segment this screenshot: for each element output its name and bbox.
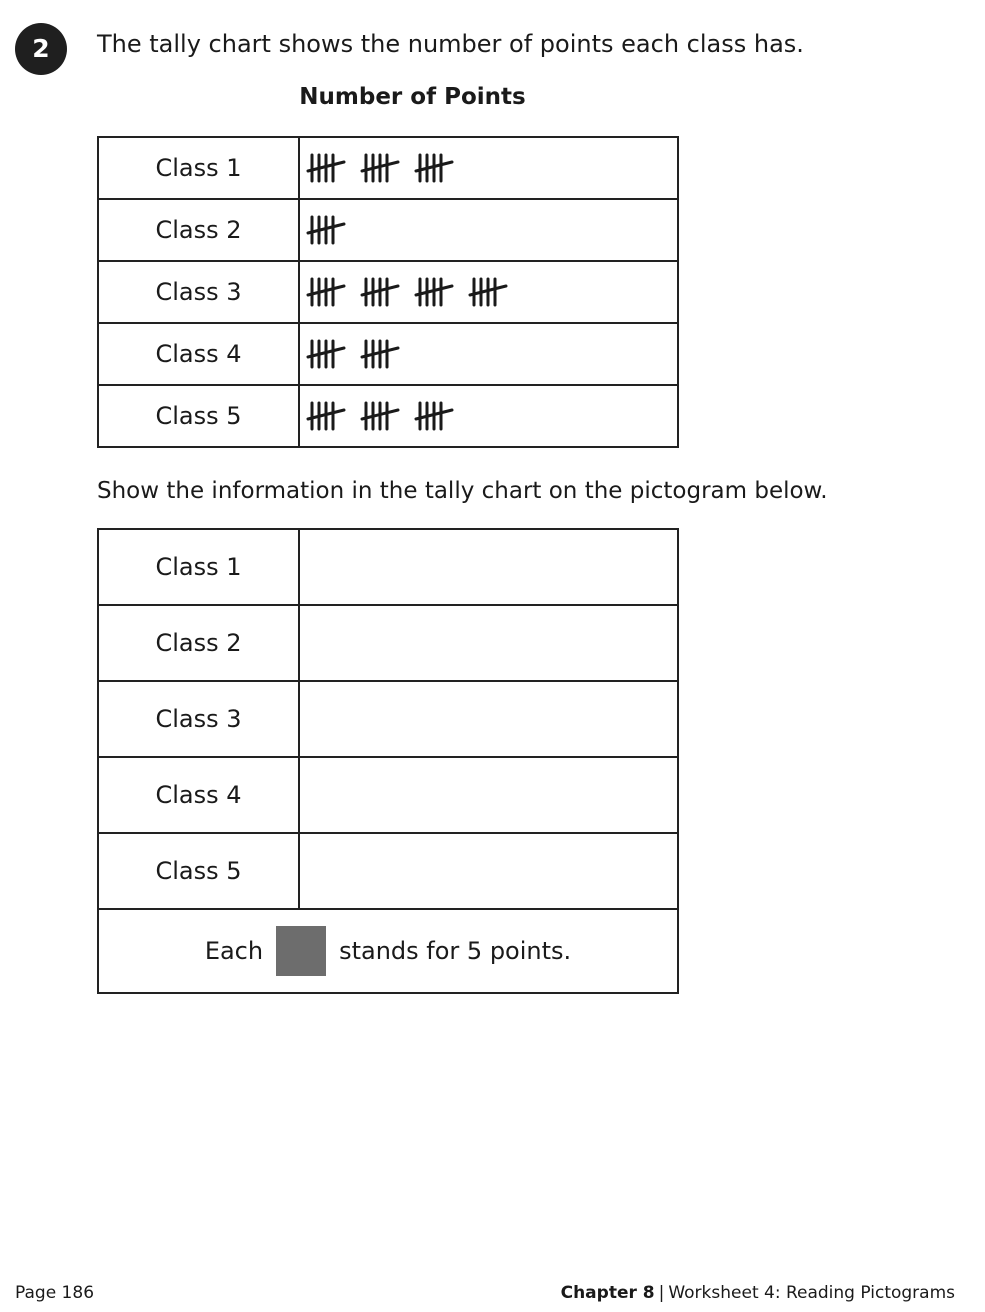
tally-group-icon [306, 275, 348, 309]
tally-group-icon [360, 337, 402, 371]
chapter-label: Chapter 8 [560, 1283, 655, 1303]
pictogram-answer-cell[interactable] [299, 529, 678, 605]
key-each-text: Each [204, 937, 264, 965]
pictogram-key [98, 909, 678, 993]
tally-group-icon [306, 213, 348, 247]
pictogram-table [97, 528, 679, 994]
tally-group-icon [414, 151, 456, 185]
tally-row [98, 261, 678, 323]
question-intro: The tally chart shows the number of points each class has. [97, 30, 804, 58]
chapter-footer [561, 1283, 955, 1303]
pictogram-row [98, 681, 678, 757]
tally-chart-table [97, 136, 679, 448]
tally-row [98, 385, 678, 447]
tally-group-icon [360, 275, 402, 309]
tally-marks [306, 213, 677, 247]
page-number: Page 186 [15, 1283, 95, 1303]
tally-row [98, 199, 678, 261]
pictogram-row-label: Class 4 [98, 757, 299, 833]
pictogram-answer-cell[interactable] [299, 681, 678, 757]
tally-row [98, 323, 678, 385]
footer-separator: | [658, 1283, 665, 1303]
key-square-icon [276, 926, 326, 976]
key-value-text: stands for 5 points. [339, 937, 572, 965]
tally-group-icon [306, 337, 348, 371]
pictogram-row [98, 833, 678, 909]
tally-row-label: Class 4 [98, 323, 299, 385]
tally-marks [306, 337, 677, 371]
pictogram-row-label: Class 3 [98, 681, 299, 757]
worksheet-title: Worksheet 4: Reading Pictograms [668, 1283, 955, 1303]
tally-group-icon [306, 151, 348, 185]
tally-marks-cell [299, 323, 678, 385]
tally-group-icon [360, 399, 402, 433]
tally-marks-cell [299, 385, 678, 447]
pictogram-row-label: Class 1 [98, 529, 299, 605]
pictogram-answer-cell[interactable] [299, 833, 678, 909]
pictogram-row [98, 529, 678, 605]
tally-group-icon [306, 399, 348, 433]
tally-row-label: Class 2 [98, 199, 299, 261]
pictogram-answer-cell[interactable] [299, 605, 678, 681]
pictogram-answer-cell[interactable] [299, 757, 678, 833]
tally-group-icon [468, 275, 510, 309]
pictogram-key-row [98, 909, 678, 993]
tally-chart-title: Number of Points [299, 84, 526, 110]
tally-row-label: Class 3 [98, 261, 299, 323]
tally-marks [306, 151, 677, 185]
tally-group-icon [414, 399, 456, 433]
pictogram-row [98, 605, 678, 681]
tally-marks [306, 399, 677, 433]
tally-row-label: Class 5 [98, 385, 299, 447]
pictogram-row-label: Class 2 [98, 605, 299, 681]
tally-marks-cell [299, 199, 678, 261]
instruction-text: Show the information in the tally chart on the pictogram below. [97, 478, 828, 504]
tally-marks [306, 275, 677, 309]
tally-row-label: Class 1 [98, 137, 299, 199]
pictogram-row-label: Class 5 [98, 833, 299, 909]
tally-row [98, 137, 678, 199]
question-number-badge: 2 [15, 23, 67, 75]
tally-marks-cell [299, 261, 678, 323]
tally-group-icon [414, 275, 456, 309]
tally-marks-cell [299, 137, 678, 199]
tally-group-icon [360, 151, 402, 185]
pictogram-row [98, 757, 678, 833]
